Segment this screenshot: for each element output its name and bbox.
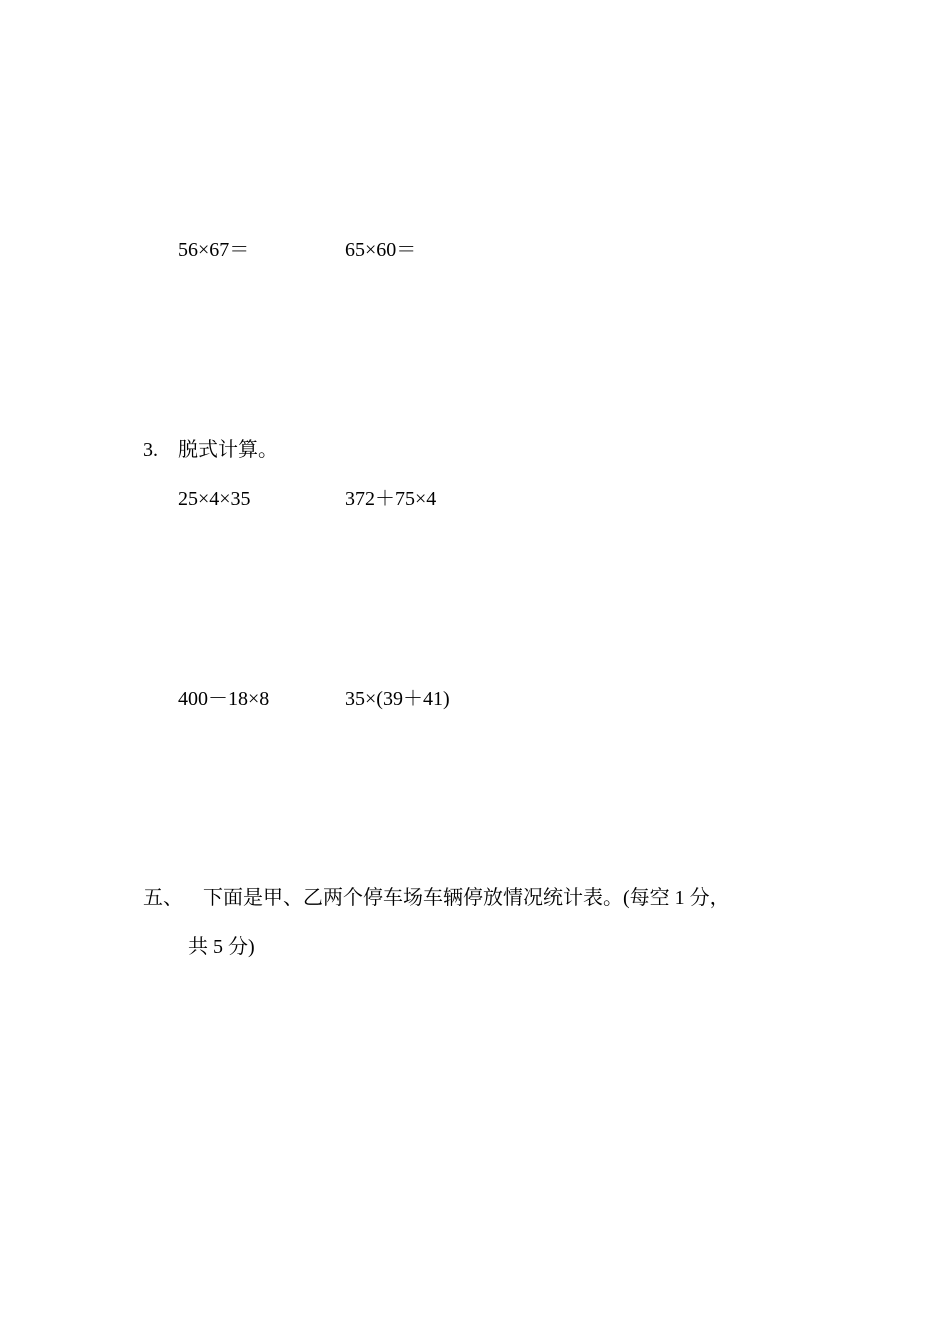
expression-25x4x35: 25×4×35 bbox=[178, 488, 251, 510]
section-number: 五、 bbox=[143, 887, 183, 909]
question-title: 脱式计算。 bbox=[178, 439, 278, 461]
expression-35x-39-plus-41: 35×(39＋41) bbox=[345, 688, 450, 710]
expression-400-minus-18x8: 400－18×8 bbox=[178, 688, 270, 710]
expression-65x60: 65×60＝ bbox=[345, 239, 417, 261]
question-number: 3. bbox=[143, 439, 158, 461]
section-heading-line1: 下面是甲、乙两个停车场车辆停放情况统计表。(每空 1 分， bbox=[203, 887, 730, 909]
section-heading-line2: 共 5 分) bbox=[188, 936, 255, 958]
expression-372-plus-75x4: 372＋75×4 bbox=[345, 488, 437, 510]
expression-56x67: 56×67＝ bbox=[178, 239, 250, 261]
